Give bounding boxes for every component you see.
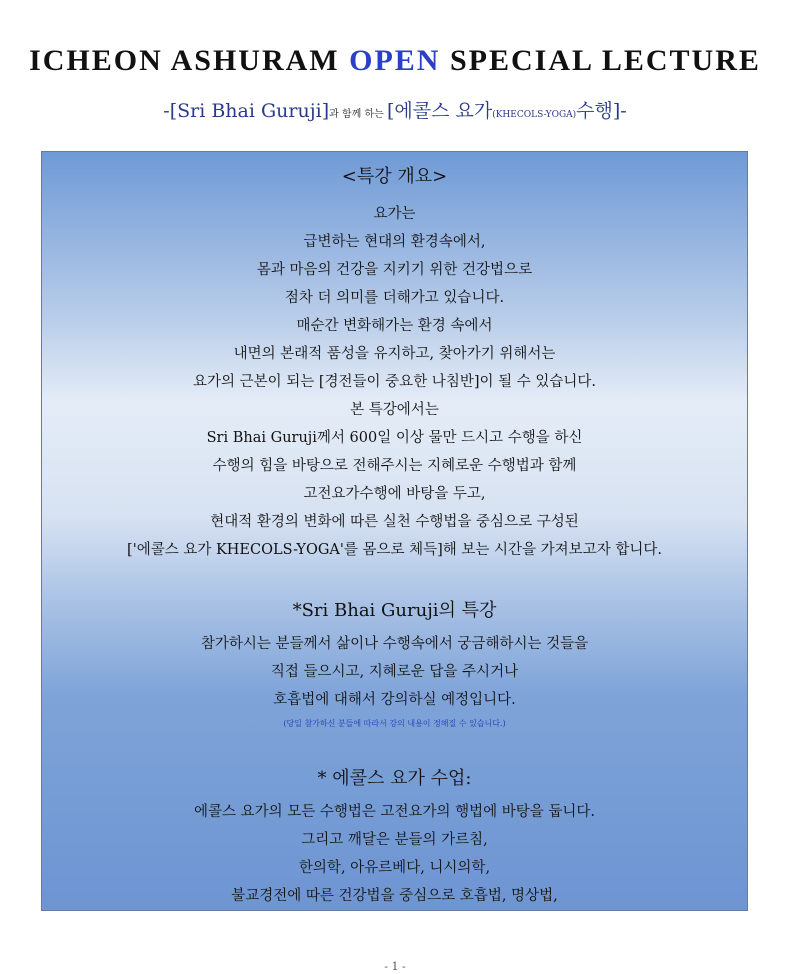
overview-line: 본 특강에서는 [350, 402, 439, 418]
overview-line: 현대적 환경의 변화에 따른 실천 수행법을 중심으로 구성된 [210, 514, 579, 530]
title-text-end: SPECIAL LECTURE [440, 44, 761, 77]
class-heading: * 에콜스 요가 수업: [317, 768, 472, 789]
guruji-note: (당일 참가하신 분들에 따라서 강의 내용이 정해질 수 있습니다.) [283, 719, 506, 728]
subtitle-yoga-name: [에콜스 요가 [386, 100, 493, 122]
page-title [0, 44, 790, 78]
overview-heading: <특강 개요> [341, 166, 448, 187]
subtitle [0, 96, 790, 123]
lecture-info-box [41, 151, 748, 911]
page-number: - 1 - [384, 960, 406, 973]
overview-line: 내면의 본래적 품성을 유지하고, 찾아가기 위해서는 [233, 346, 556, 362]
overview-line: ['에콜스 요가 KHECOLS-YOGA'를 몸으로 체득]해 보는 시간을 가져보고자 합니다. [127, 542, 662, 558]
class-line: 그리고 깨달은 분들의 가르침, [301, 832, 488, 848]
subtitle-practice: 수행]- [576, 100, 627, 122]
class-line: 에콜스 요가의 모든 수행법은 고전요가의 행법에 바탕을 둡니다. [193, 804, 596, 820]
overview-line: 요가의 근본이 되는 [경전들이 중요한 나침반]이 될 수 있습니다. [193, 374, 596, 390]
overview-line: 고전요가수행에 바탕을 두고, [303, 486, 486, 502]
subtitle-yoga-english: (KHECOLS-YOGA) [492, 110, 577, 120]
title-text: ICHEON ASHURAM [29, 44, 350, 77]
overview-line: 급변하는 현대의 환경속에서, [303, 234, 486, 250]
overview-line: 매순간 변화해가는 환경 속에서 [296, 318, 493, 334]
subtitle-connector: 과 함께 하는 [329, 109, 387, 120]
title-accent-word: OPEN [349, 44, 441, 77]
overview-line: 점차 더 의미를 더해가고 있습니다. [284, 290, 505, 306]
guruji-heading: *Sri Bhai Guruji의 특강 [292, 600, 497, 621]
overview-line: 요가는 [373, 206, 416, 222]
subtitle-guru-name: -[Sri Bhai Guruji] [163, 100, 330, 122]
class-line: 한의학, 아유르베다, 니시의학, [298, 860, 491, 876]
guruji-line: 참가하시는 분들께서 삶이나 수행속에서 궁금해하시는 것들을 [200, 636, 589, 652]
guruji-line: 직접 들으시고, 지혜로운 답을 주시거나 [270, 664, 519, 680]
overview-line: Sri Bhai Guruji께서 600일 이상 물만 드시고 수행을 하신 [206, 430, 583, 446]
class-line: 불교경전에 따른 건강법을 중심으로 호흡법, 명상법, [231, 888, 558, 904]
overview-line: 몸과 마음의 건강을 지키기 위한 건강법으로 [256, 262, 533, 278]
overview-line: 수행의 힘을 바탕으로 전해주시는 지혜로운 수행법과 함께 [212, 458, 577, 474]
guruji-line: 호흡법에 대해서 강의하실 예정입니다. [273, 692, 516, 708]
